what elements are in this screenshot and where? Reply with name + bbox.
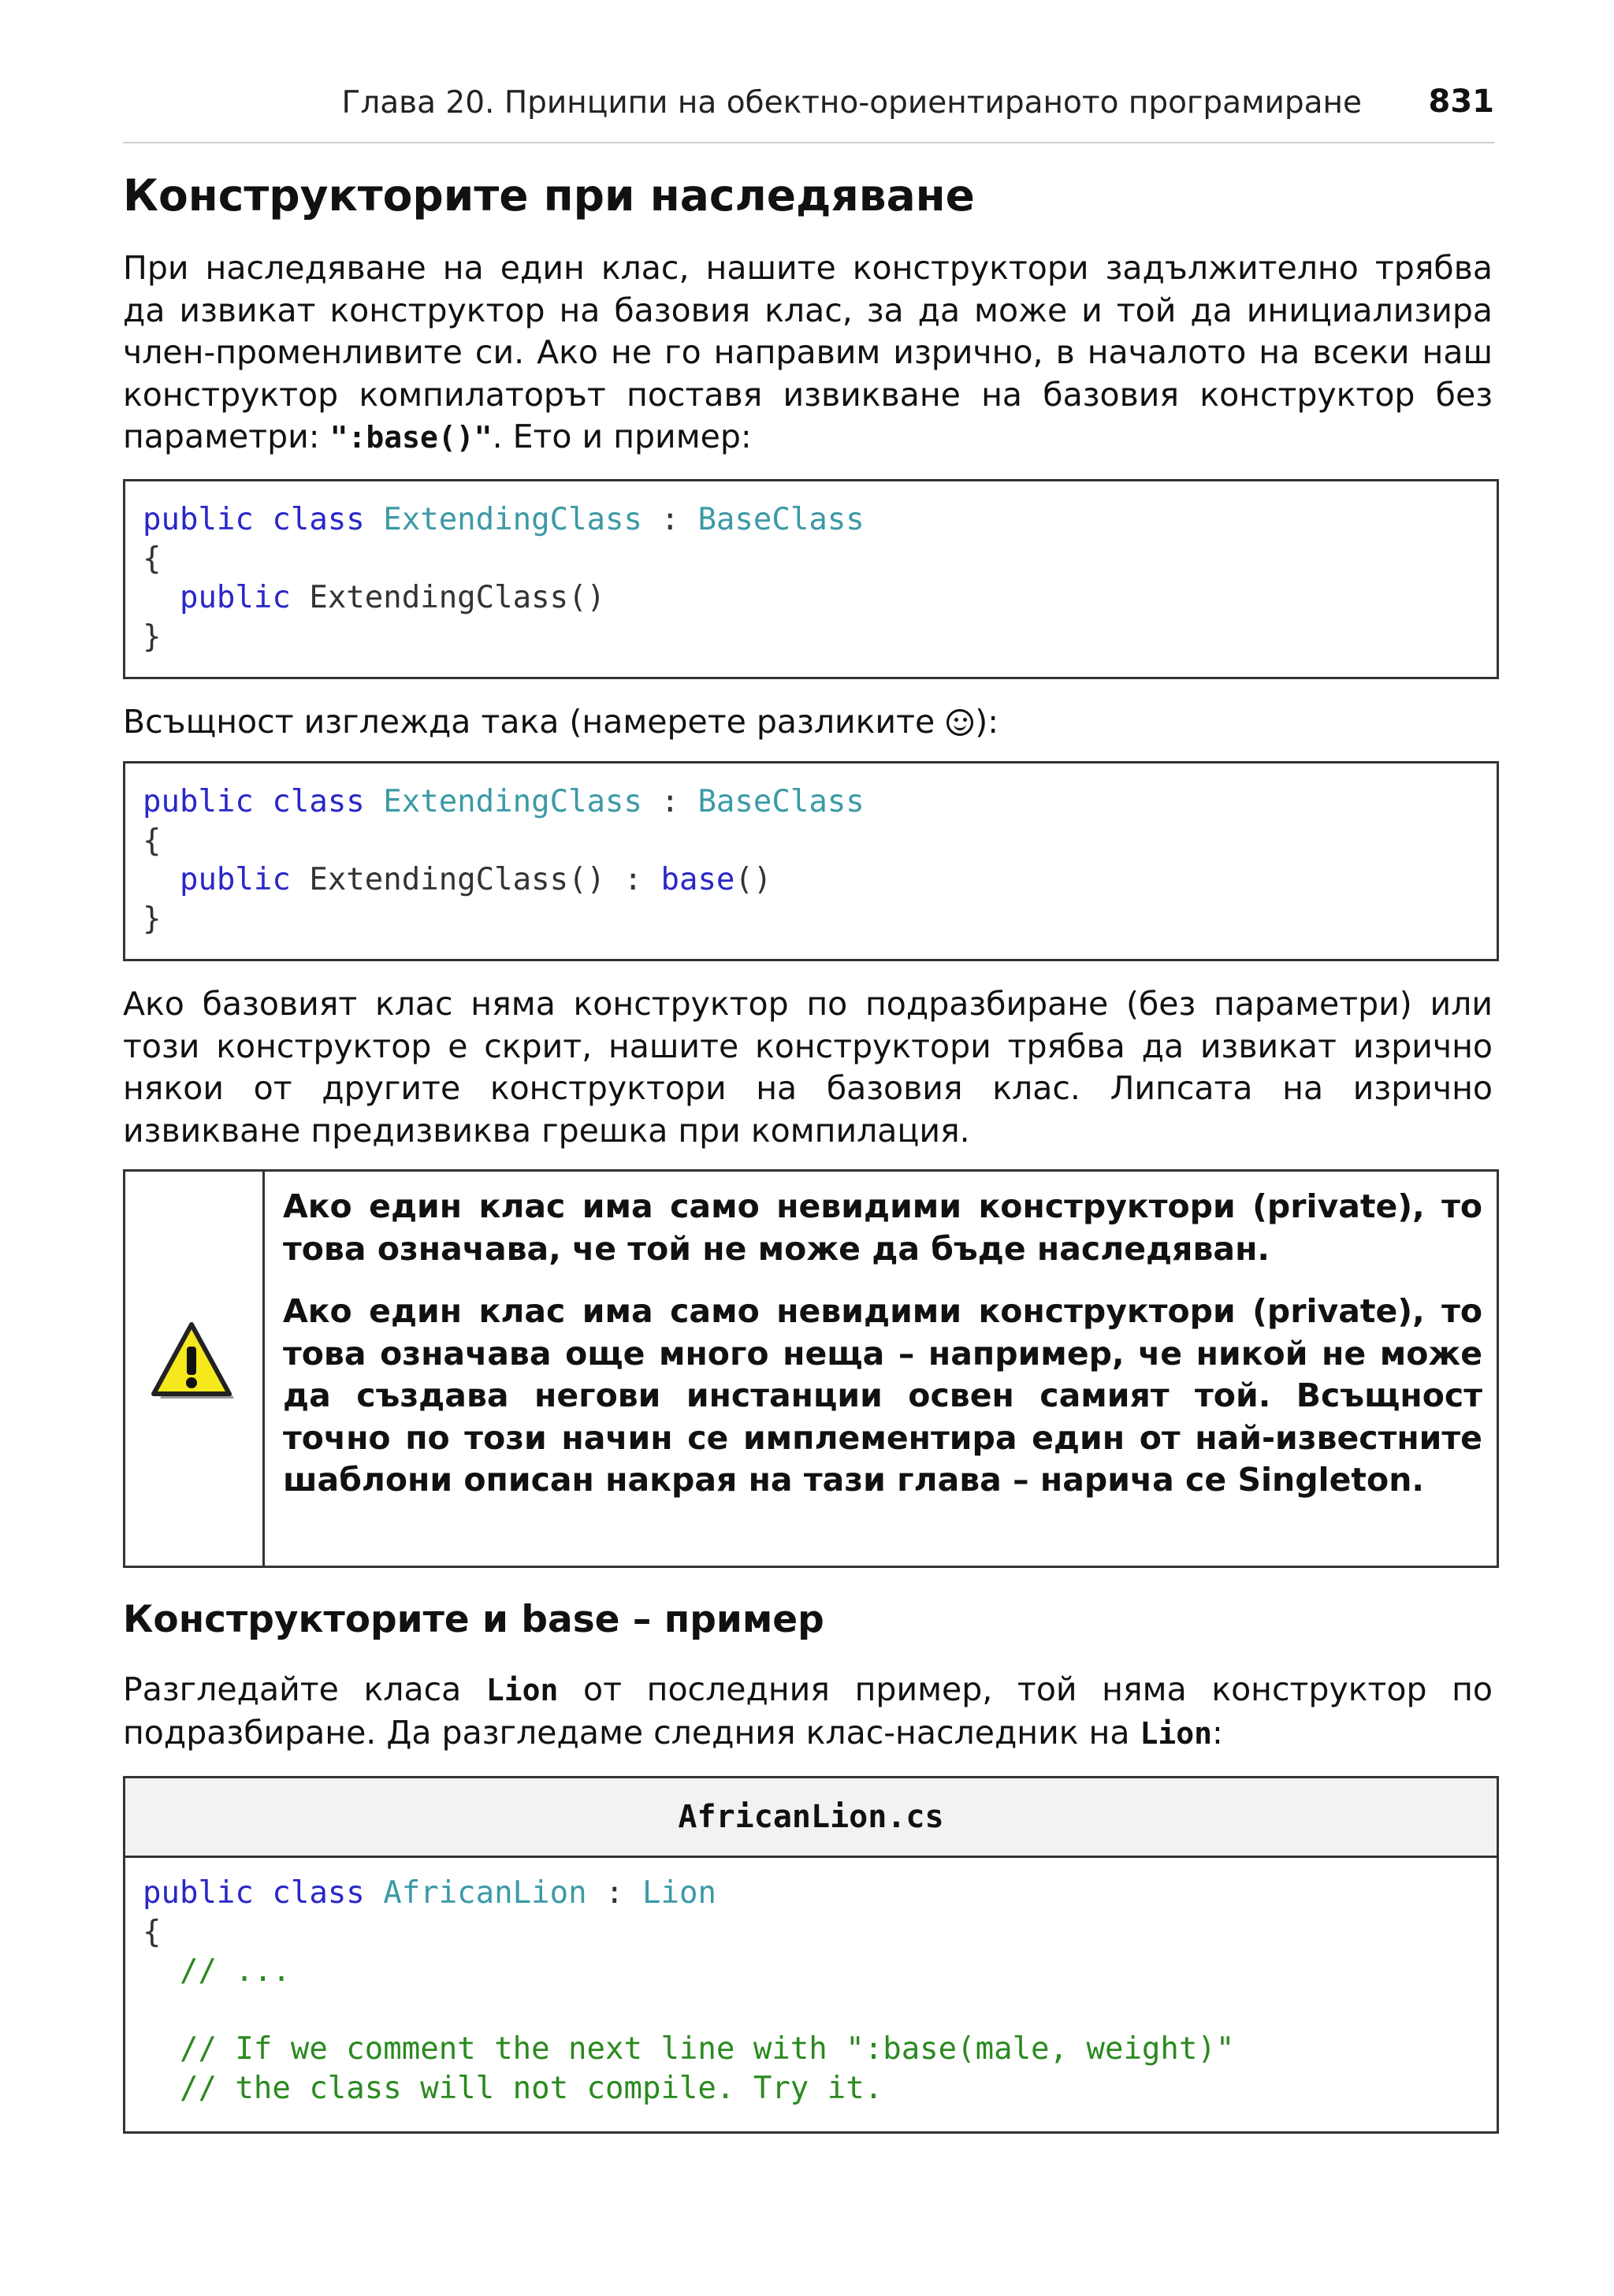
smiley-icon: [946, 709, 973, 736]
code-line: {: [143, 541, 162, 577]
actually-text: Всъщност изглежда така (намерете разликите: [123, 703, 935, 741]
lion-text-b: от последния пример, той няма конструктор по подразбиране. Да разгледаме следния клас-наследник на: [123, 1670, 1493, 1752]
code-line: {: [143, 823, 162, 859]
intro-tail: . Ето и пример:: [492, 418, 752, 455]
code-line: {: [143, 1914, 162, 1950]
code-line: public ExtendingClass(): [179, 580, 606, 615]
code-line: public ExtendingClass() : base(): [179, 862, 772, 897]
code-line: // If we comment the next line with ":base(male, weight)": [179, 2031, 1235, 2067]
note-text: [283, 1186, 1482, 1522]
note-icon-cell: [125, 1172, 265, 1566]
code-line: // ...: [179, 1953, 291, 1989]
code-line: public class ExtendingClass : BaseClass: [143, 784, 865, 819]
after-paragraph: Ако базовият клас няма конструктор по подразбиране (без параметри) или този конструктор е скрит, нашите конструктори трябва да извикат изрично някои от другите конструктори на базовия клас. Липсата на изрично извикване предизвиква грешка при компилация.: [123, 985, 1493, 1150]
inline-code-base: ":base()": [329, 420, 493, 455]
actually-tail: ):: [975, 703, 999, 741]
code-block-3: [123, 1776, 1499, 2134]
inline-code-lion: Lion: [1140, 1715, 1213, 1751]
warning-icon: [149, 1320, 237, 1408]
lion-paragraph: [123, 1669, 1493, 1755]
code-filename: AfricanLion.cs: [125, 1778, 1497, 1858]
inline-code-lion: Lion: [485, 1673, 559, 1707]
subsection-title: Конструкторите и base – пример: [123, 1598, 824, 1641]
intro-text: При наследяване на един клас, нашите конструктори задължително трябва да извикат конструктор на базовия клас, за да може и той да инициализира член-променливите си. Ако не го направим изрично, в началото на всеки наш конструктор компилаторът поставя извикване на базовия конструктор без параметри:: [123, 249, 1493, 455]
code-line: }: [143, 619, 162, 655]
intro-paragraph: [123, 247, 1493, 459]
code-line: [143, 1991, 1497, 2030]
code-line: // the class will not compile. Try it.: [179, 2070, 883, 2106]
code-line: public class ExtendingClass : BaseClass: [143, 502, 865, 537]
chapter-title: Глава 20. Принципи на обектно-ориентираното програмиране: [341, 85, 1362, 121]
warning-note: [123, 1169, 1499, 1568]
note-paragraph-1: Ако един клас има само невидими конструктори (private), то това означава, че той не може да бъде наследяван.: [283, 1187, 1482, 1268]
running-header: [123, 76, 1494, 143]
section-title: Конструкторите при наследяване: [123, 170, 975, 221]
lion-text-c: :: [1212, 1713, 1223, 1752]
actually-paragraph: [123, 701, 1493, 744]
code-line: }: [143, 901, 162, 937]
note-paragraph-2: Ако един клас има само невидими конструктори (private), то това означава още много неща – например, че никой не може да създава негови инстанции освен самият той. Всъщност точно по този начин се имплементира един от най-известните шаблони описан накрая на тази глава – нарича се Singleton.: [283, 1292, 1482, 1499]
lion-text-a: Разгледайте класа: [123, 1670, 462, 1708]
code-line: public class AfricanLion : Lion: [143, 1875, 716, 1911]
page-number: 831: [1428, 84, 1494, 120]
code-block-1: [123, 479, 1499, 679]
code-block-2: [123, 761, 1499, 961]
